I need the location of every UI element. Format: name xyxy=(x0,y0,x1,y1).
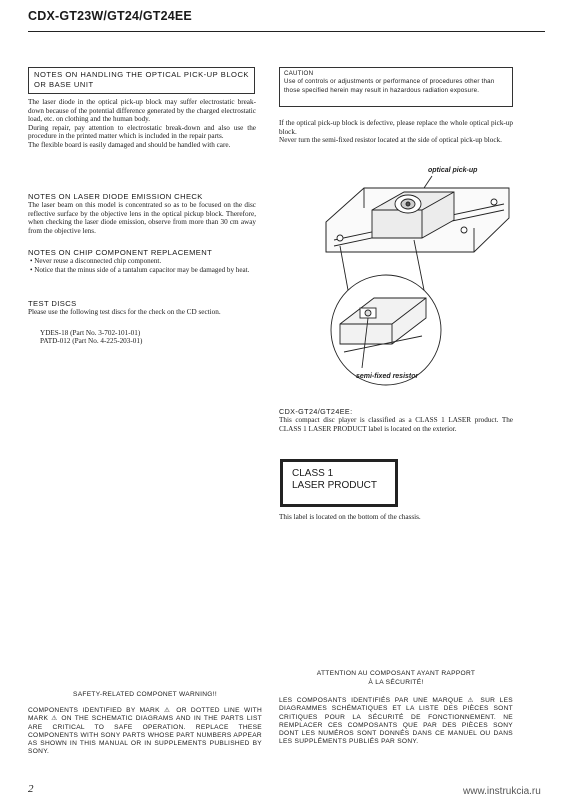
chip-bullet-1: • Never reuse a disconnected chip component. xyxy=(30,257,162,265)
laser-check-section xyxy=(28,192,256,235)
page-title: CDX-GT23W/GT24/GT24EE xyxy=(28,9,192,23)
notes-handling-p2: During repair, pay attention to electrostatic break-down and also use the procedure in the printed matter which is included in the repair parts. xyxy=(28,123,256,141)
notes-handling-heading: NOTES ON HANDLING THE OPTICAL PICK-UP BLOCK OR BASE UNIT xyxy=(28,67,255,94)
notes-handling-section xyxy=(28,98,256,150)
pickup-note-p1: If the optical pick-up block is defective, please replace the whole optical pick-up block. xyxy=(279,119,513,136)
chip-replacement-section xyxy=(28,248,256,274)
gt24ee-section xyxy=(279,407,513,433)
chip-bullet-1-text: Never reuse a disconnected chip component. xyxy=(34,257,162,265)
chip-bullet-2: • Notice that the minus side of a tantalum capacitor may be damaged by heat. xyxy=(30,265,250,274)
notes-handling-p3: The flexible board is easily damaged and should be handled with care. xyxy=(28,140,231,149)
laser-check-text: The laser beam on this model is concentrated so as to be focused on the disc reflective surface by the objective lens in the optical pickup block. Therefore, when checking the laser diode emission, observe from more than 30 cm away from the objective lens. xyxy=(28,201,256,235)
header-rule xyxy=(28,31,545,32)
zoom-connector-left xyxy=(340,246,348,290)
label-optical-pickup: optical pick-up xyxy=(428,167,478,174)
test-disc-1: YDES-18 (Part No. 3-702-101-01) xyxy=(40,328,141,337)
test-discs-heading: TEST DISCS xyxy=(28,299,77,308)
gt24ee-heading: CDX-GT24/GT24EE: xyxy=(279,407,353,416)
pickup-note-section xyxy=(279,119,513,145)
laser-check-heading: NOTES ON LASER DIODE EMISSION CHECK xyxy=(28,192,203,201)
page-number: 2 xyxy=(28,783,34,795)
class1-line2: LASER PRODUCT xyxy=(292,479,378,491)
safety-en-text: COMPONENTS IDENTIFIED BY MARK ⚠ OR DOTTED LINE WITH MARK ⚠ ON THE SCHEMATIC DIAGRAMS AND IN THE PARTS LIST ARE CRITICAL TO SAFE OPERATION. REPLACE THESE COMPONENTS WITH SONY PARTS WHOSE PART NUMBERS APPEAR AS SHOWN IN THIS MANUAL OR IN SUPPLEMENTS PUBLISHED BY SONY. xyxy=(28,707,262,756)
chip-replacement-heading: NOTES ON CHIP COMPONENT REPLACEMENT xyxy=(28,248,213,257)
label-semi-fixed-resistor: semi-fixed resistor xyxy=(356,373,419,380)
class1-line1: CLASS 1 xyxy=(292,468,334,479)
gt24ee-text: This compact disc player is classified as a CLASS 1 LASER product. The CLASS 1 LASER PRODUCT label is located on the exterior. xyxy=(279,416,513,433)
optical-pickup-diagram xyxy=(304,158,519,388)
test-discs-section xyxy=(28,299,256,346)
caution-heading: CAUTION xyxy=(284,70,314,77)
safety-fr-text: LES COMPOSANTS IDENTIFIÉS PAR UNE MARQUE ⚠ SUR LES DIAGRAMMES SCHÉMATIQUES ET LA LISTE DES PIÈCES SONT CRITIQUES POUR LA SÉCURITÉ DE FONCTIONNEMENT. NE REMPLACER CES COMPOSANTS QUE PAR DES PIÈCES SONY DONT LES NUMÉROS SONT DONNÉS DANS CE MANUEL OU DANS LES SUPPLÉMENTS PUBLIÉS PAR SONY. xyxy=(279,697,513,746)
class1-laser-label xyxy=(280,459,398,507)
watermark: www.instrukcia.ru xyxy=(463,786,541,797)
safety-fr-heading-2: À LA SÉCURITÉ! xyxy=(368,679,424,686)
pickup-note-p2: Never turn the semi-fixed resistor located at the side of optical pick-up block. xyxy=(279,136,502,145)
safety-fr-heading-1: ATTENTION AU COMPOSANT AYANT RAPPORT xyxy=(316,670,476,677)
test-discs-text: Please use the following test discs for the check on the CD section. xyxy=(28,308,221,316)
safety-en-heading: SAFETY-RELATED COMPONET WARNING!! xyxy=(73,691,217,698)
chip-bullet-2-text: Notice that the minus side of a tantalum capacitor may be damaged by heat. xyxy=(34,265,250,274)
notes-handling-p1: The laser diode in the optical pick-up block may suffer electrostatic break-down because of the potential difference generated by the charged electrostatic load, etc. on clothing and the human body. xyxy=(28,98,256,124)
test-disc-2: PATD-012 (Part No. 4-225-203-01) xyxy=(40,337,143,346)
label-location-note: This label is located on the bottom of the chassis. xyxy=(279,513,421,521)
caution-text: Use of controls or adjustments or performance of procedures other than those specified herein may result in hazardous radiation exposure. xyxy=(284,78,495,94)
caution-box xyxy=(279,67,513,107)
